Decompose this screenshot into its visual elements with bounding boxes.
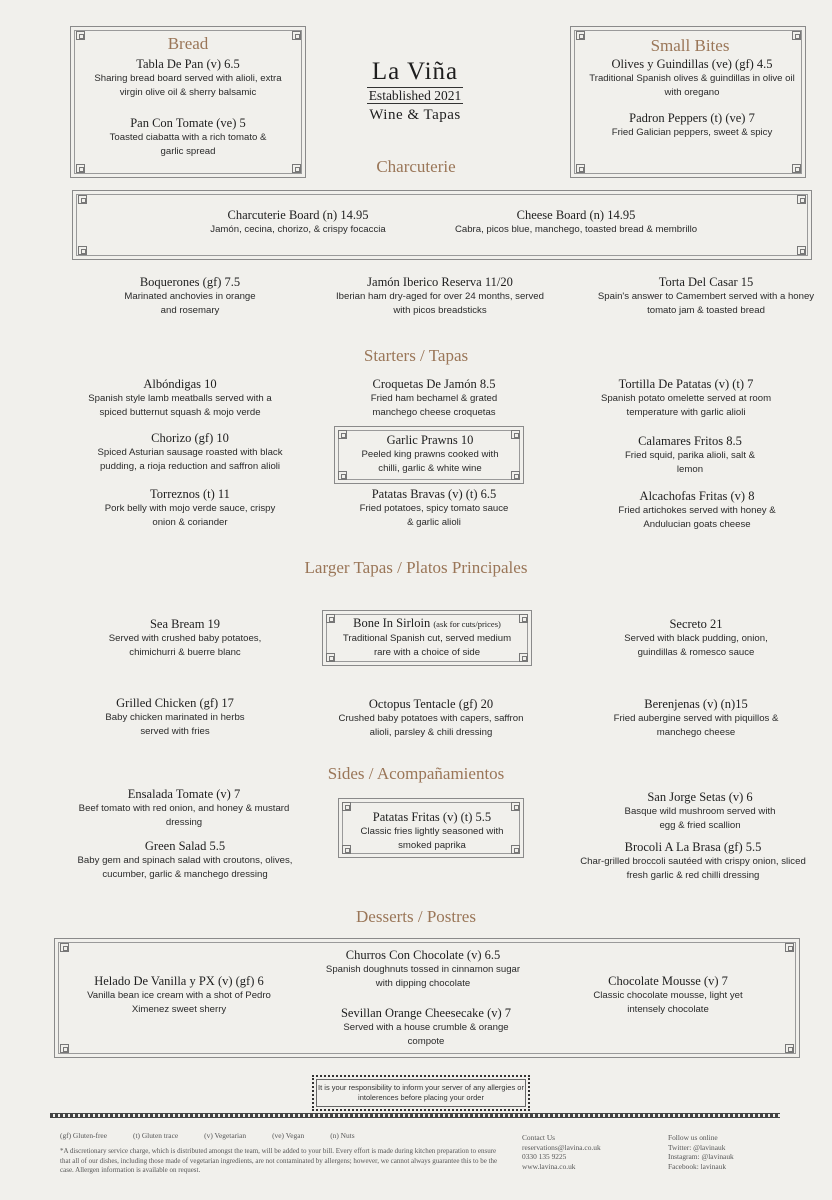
item-description: Classic fries lightly seasoned with smoked paprika [360,826,504,851]
frame-corner-ornament [785,1044,794,1053]
item-description: Served with black pudding, onion, guindillas & romesco sauce [624,633,768,658]
item-name: Olives y Guindillas (ve) (gf) 4.5 [611,57,773,71]
menu-item [76,974,282,1016]
item-name: Calamares Fritos 8.5 [638,434,742,448]
menu-item [620,790,780,832]
allergy-notice [312,1075,530,1111]
frame-corner-ornament [511,845,520,854]
item-description: Baby chicken marinated in herbs served with fries [105,712,245,737]
item-name: Churros Con Chocolate (v) 6.5 [345,948,501,962]
restaurant-logo [330,58,500,125]
contact-website[interactable]: www.lavina.co.uk [522,1161,576,1171]
item-name: Pan Con Tomate (ve) 5 [130,116,246,130]
menu-item [62,787,306,829]
item-description: Served with a house crumble & orange compote [343,1022,509,1047]
item-name: Garlic Prawns 10 [386,433,474,447]
item-name: Albóndigas 10 [143,377,217,391]
contact-email[interactable]: reservations@lavina.co.uk [522,1142,601,1152]
key-vegan: (ve) Vegan [272,1131,305,1140]
item-description: Pork belly with mojo verde sauce, crispy onion & coriander [104,503,276,528]
menu-item [85,57,291,99]
footer-divider [50,1113,780,1118]
frame-corner-ornament [576,164,585,173]
item-description: Fried Galician peppers, sweet & spicy [611,127,773,138]
item-name: Boquerones (gf) 7.5 [139,275,241,289]
instagram-handle[interactable]: Instagram: @lavinauk [668,1152,734,1161]
item-name: Sea Bream 19 [149,617,221,631]
social-block [668,1133,788,1171]
menu-item [588,57,796,99]
item-name: Tabla De Pan (v) 6.5 [136,57,240,71]
item-description: Fried potatoes, spicy tomato sauce & garlic alioli [359,503,509,528]
frame-corner-ornament [792,31,801,40]
frame-corner-ornament [785,943,794,952]
charcuterie-title: Charcuterie [376,157,456,176]
item-description: Vanilla bean ice cream with a shot of Pedro Ximenez sweet sherry [87,990,271,1015]
frame-corner-ornament [78,246,87,255]
item-description: Iberian ham dry-aged for over 24 months, served with picos breadsticks [336,291,544,316]
frame-corner-ornament [511,430,520,439]
menu-item [620,434,760,476]
frame-corner-ornament [326,614,335,623]
item-description: Fried ham bechamel & grated manchego cheese croquetas [370,393,498,418]
item-name [338,616,516,632]
frame-corner-ornament [76,164,85,173]
item-description: Traditional Spanish olives & guindillas in olive oil with oregano [589,73,795,98]
item-name: Torta Del Casar 15 [658,275,754,289]
menu-item [576,840,810,882]
frame-corner-ornament [576,31,585,40]
item-name: Green Salad 5.5 [144,839,226,853]
menu-item [356,487,512,529]
menu-item [332,275,548,317]
menu-item [120,275,260,317]
dietary-key [60,1131,460,1141]
twitter-handle[interactable]: Twitter: @lavinauk [668,1142,726,1152]
item-name: Chorizo (gf) 10 [151,431,229,445]
frame-corner-ornament [60,1044,69,1053]
frame-corner-ornament [342,845,351,854]
frame-corner-ornament [519,614,528,623]
key-nuts: (n) Nuts [330,1131,355,1140]
item-description: Toasted ciabatta with a rich tomato & garlic spread [109,132,267,157]
frame-corner-ornament [342,802,351,811]
menu-item [326,1006,526,1048]
desserts-title: Desserts / Postres [356,907,476,926]
item-name: Torreznos (t) 11 [150,487,230,501]
item-description: Basque wild mushroom served with egg & fried scallion [624,806,776,831]
menu-item [318,948,528,990]
menu-item [596,377,776,419]
frame-corner-ornament [76,31,85,40]
item-description: Fried artichokes served with honey & Andulucian goats cheese [618,505,776,530]
item-description: Spanish doughnuts tossed in cinnamon sugar with dipping chocolate [325,964,521,989]
menu-item [606,617,786,659]
menu-item [610,111,774,140]
menu-item [80,377,280,419]
item-name: Tortilla De Patatas (v) (t) 7 [618,377,754,391]
item-name: Cheese Board (n) 14.95 [516,208,636,222]
menu-item [356,377,512,419]
item-name: Patatas Fritas (v) (t) 5.5 [372,810,492,824]
key-gluten-free: (gf) Gluten-free [60,1131,107,1140]
item-description: Sharing bread board served with alioli, extra virgin olive oil & sherry balsamic [94,73,282,98]
item-name: Jamón Iberico Reserva 11/20 [367,275,513,289]
frame-corner-ornament [797,195,806,204]
key-vegetarian: (v) Vegetarian [204,1131,247,1140]
bread-title: Bread [167,34,209,53]
menu-item [336,697,526,739]
contact-phone[interactable]: 0330 135 9225 [522,1152,567,1161]
item-description: Jamón, cecina, chorizo, & crispy focaccia [210,224,386,235]
item-name: Padron Peppers (t) (ve) 7 [629,111,755,125]
item-description: Spiced Asturian sausage roasted with black pudding, a rioja reduction and saffron alioli [97,447,283,472]
contact-block [522,1133,642,1171]
menu-item [64,839,306,881]
follow-title: Follow us online [668,1133,718,1142]
item-description: Served with crushed baby potatoes, chimichurri & buerre blanc [108,633,262,658]
frame-corner-ornament [511,471,520,480]
frame-corner-ornament [792,164,801,173]
item-name: Croquetas De Jamón 8.5 [372,377,496,391]
item-description: Fried aubergine served with piquillos & manchego cheese [613,713,779,738]
frame-corner-ornament [326,653,335,662]
item-name: Patatas Bravas (v) (t) 6.5 [371,487,497,501]
item-description: Crushed baby potatoes with capers, saffron alioli, parsley & chili dressing [338,713,524,738]
item-description: Char-grilled broccoli sautéed with crispy onion, sliced fresh garlic & red chilli dressing [580,856,806,881]
allergy-notice-text: It is your responsibility to inform your server of any allergies or intolerences before placing your order [318,1083,524,1102]
item-name: Sevillan Orange Cheesecake (v) 7 [340,1006,512,1020]
restaurant-name: La Viña [371,58,459,85]
frame-corner-ornament [797,246,806,255]
menu-item [608,697,784,739]
item-name: Grilled Chicken (gf) 17 [116,696,234,710]
menu-item [100,116,276,158]
menu-item [100,696,250,738]
item-description: Marinated anchovies in orange and rosemary [124,291,256,316]
logo-subtitle: Wine & Tapas [369,107,461,123]
item-name: Ensalada Tomate (v) 7 [127,787,241,801]
item-description: Fried squid, parika alioli, salt & lemon [624,450,756,475]
item-name: Alcachofas Fritas (v) 8 [639,489,755,503]
item-description: Spain's answer to Camembert served with a honey tomato jam & toasted bread [597,291,815,316]
frame-corner-ornament [78,195,87,204]
item-name: Octopus Tentacle (gf) 20 [368,697,494,711]
menu-item [354,810,510,852]
frame-corner-ornament [292,31,301,40]
small-bites-title: Small Bites [650,36,730,55]
menu-item [436,208,716,237]
item-description: Traditional Spanish cut, served medium rare with a choice of side [342,633,512,658]
frame-corner-ornament [292,164,301,173]
menu-item [80,431,300,473]
item-name: Secreto 21 [669,617,723,631]
item-name: Charcuterie Board (n) 14.95 [227,208,369,222]
frame-corner-ornament [519,653,528,662]
contact-title: Contact Us [522,1133,556,1142]
item-description: Baby gem and spinach salad with croutons, olives, cucumber, garlic & manchego dressing [77,855,293,880]
menu-item [100,487,280,529]
item-description: Beef tomato with red onion, and honey & mustard dressing [78,803,290,828]
key-gluten-trace: (t) Gluten trace [133,1131,179,1140]
larger-tapas-title: Larger Tapas / Platos Principales [304,558,528,577]
menu-item [350,433,510,475]
frame-corner-ornament [511,802,520,811]
item-description: Spanish potato omelette served at room temperature with garlic alioli [600,393,772,418]
item-name: Berenjenas (v) (n)15 [644,697,748,711]
item-description: Spanish style lamb meatballs served with a spiced butternut squash & mojo verde [88,393,272,418]
menu-item [604,489,790,531]
frame-corner-ornament [338,471,347,480]
item-description: Classic chocolate mousse, light yet intensely chocolate [593,990,743,1015]
menu-item [160,208,436,237]
item-note: (ask for cuts/prices) [433,619,501,629]
menu-item [90,617,280,659]
sides-title: Sides / Acompañamientos [327,764,505,783]
item-name: San Jorge Setas (v) 6 [647,790,753,804]
service-disclaimer: *A discretionary service charge, which is distributed amongst the team, will be added to your bill. Every effort is made during kitchen preparation to ensure that all of our dishes, including those made of vegetarian ingredients, are not contaminated by allergens; however, we cannot always guarantee this to be the case. Allergen information is available on request. [60,1147,498,1174]
item-name-text: Bone In Sirloin [353,616,431,630]
menu-item [580,974,756,1016]
menu-item [338,616,516,659]
item-description: Cabra, picos blue, manchego, toasted bread & membrillo [454,224,698,235]
established-line: Established 2021 [368,88,462,103]
frame-corner-ornament [60,943,69,952]
starters-title: Starters / Tapas [363,346,469,365]
item-name: Helado De Vanilla y PX (v) (gf) 6 [94,974,264,988]
frame-corner-ornament [338,430,347,439]
item-name: Chocolate Mousse (v) 7 [608,974,728,988]
item-description: Peeled king prawns cooked with chilli, garlic & white wine [361,449,499,474]
facebook-handle[interactable]: Facebook: lavinauk [668,1161,727,1171]
menu-item [596,275,816,317]
item-name: Brocoli A La Brasa (gf) 5.5 [624,840,762,854]
